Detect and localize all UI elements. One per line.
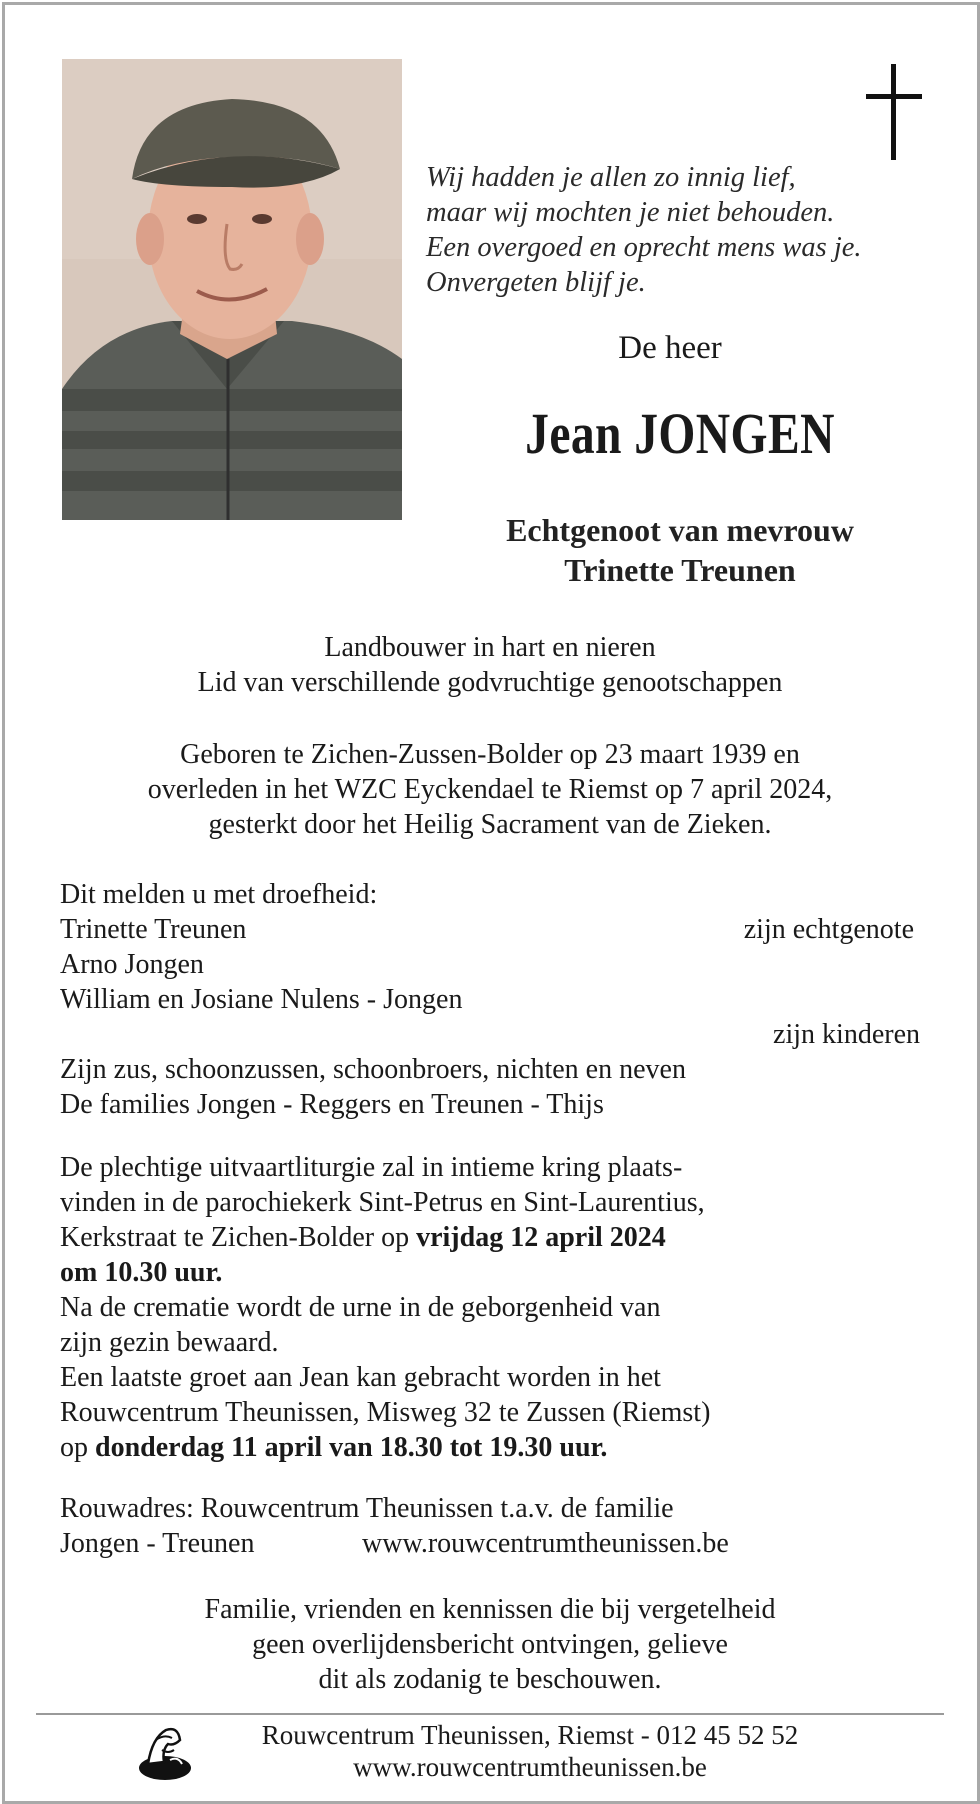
closing-block bbox=[40, 1592, 940, 1697]
mourner-row bbox=[60, 1017, 940, 1052]
ceremony-line: De plechtige uitvaartliturgie zal in intieme kring plaats- bbox=[60, 1152, 683, 1183]
mourner-name: Arno Jongen bbox=[60, 949, 204, 980]
mourners-intro: Dit melden u met droefheid: bbox=[60, 879, 378, 910]
address-website: www.rouwcentrumtheunissen.be bbox=[362, 1528, 729, 1559]
ceremony-line bbox=[60, 1220, 940, 1255]
logo-icon bbox=[134, 1720, 196, 1784]
mourners-block bbox=[60, 877, 940, 1122]
ceremony-line: Rouwcentrum Theunissen, Misweg 32 te Zussen (Riemst) bbox=[60, 1397, 711, 1428]
ceremony-line bbox=[60, 1430, 940, 1465]
address-block bbox=[60, 1491, 940, 1561]
spouse-line: Echtgenoot van mevrouw bbox=[506, 512, 854, 548]
ceremony-line: vinden in de parochiekerk Sint-Petrus en Sint-Laurentius, bbox=[60, 1187, 705, 1218]
spouse-block bbox=[420, 510, 940, 590]
occupation-block bbox=[40, 630, 940, 700]
closing-line: Familie, vrienden en kennissen die bij vergetelheid bbox=[204, 1594, 776, 1625]
birth-line: Geboren te Zichen-Zussen-Bolder op 23 maart 1939 en bbox=[180, 739, 800, 770]
death-line: overleden in het WZC Eyckendael te Riemst op 7 april 2024, bbox=[147, 774, 833, 805]
address-family: Jongen - Treunen bbox=[60, 1528, 255, 1559]
ceremony-date: vrijdag 12 april 2024 bbox=[416, 1222, 666, 1253]
occupation-line: Lid van verschillende godvruchtige genootschappen bbox=[197, 667, 783, 698]
ceremony-text: op bbox=[60, 1432, 88, 1463]
footer-divider bbox=[36, 1713, 944, 1715]
closing-line: geen overlijdensbericht ontvingen, gelieve bbox=[252, 1629, 728, 1660]
poem-line: maar wij mochten je niet behouden. bbox=[426, 197, 835, 228]
mourner-name: William en Josiane Nulens - Jongen bbox=[60, 984, 463, 1015]
footer bbox=[200, 1719, 860, 1783]
mourner-siblings: Zijn zus, schoonzussen, schoonbroers, nichten en neven bbox=[60, 1054, 686, 1085]
memorial-poem bbox=[426, 160, 946, 300]
spouse-name: Trinette Treunen bbox=[564, 552, 796, 588]
ceremony-time: om 10.30 uur. bbox=[60, 1257, 223, 1288]
mourner-name: Trinette Treunen bbox=[60, 914, 247, 945]
occupation-line: Landbouwer in hart en nieren bbox=[324, 632, 656, 663]
portrait-illustration bbox=[62, 59, 402, 520]
visitation-time: donderdag 11 april van 18.30 tot 19.30 uur. bbox=[95, 1432, 608, 1463]
closing-line: dit als zodanig te beschouwen. bbox=[318, 1664, 662, 1695]
funeral-home-logo bbox=[134, 1720, 196, 1784]
ceremony-line: Een laatste groet aan Jean kan gebracht worden in het bbox=[60, 1362, 661, 1393]
footer-contact: Rouwcentrum Theunissen, Riemst - 012 45 52 52 bbox=[261, 1720, 799, 1750]
address-line: Rouwadres: Rouwcentrum Theunissen t.a.v. de familie bbox=[60, 1493, 674, 1524]
poem-line: Onvergeten blijf je. bbox=[426, 267, 646, 298]
poem-line: Een overgoed en oprecht mens was je. bbox=[426, 232, 862, 263]
honorific: De heer bbox=[618, 330, 722, 366]
poem-line: Wij hadden je allen zo innig lief, bbox=[426, 162, 796, 193]
ceremony-text: Kerkstraat te Zichen-Bolder op bbox=[60, 1222, 410, 1253]
mourner-row bbox=[60, 912, 940, 947]
birth-death-block bbox=[40, 737, 940, 842]
mourner-role: zijn echtgenote bbox=[743, 914, 914, 945]
mourner-families: De families Jongen - Reggers en Treunen - Thijs bbox=[60, 1089, 604, 1120]
address-line bbox=[60, 1526, 940, 1561]
ceremony-line bbox=[60, 1255, 940, 1290]
footer-website: www.rouwcentrumtheunissen.be bbox=[353, 1752, 707, 1782]
ceremony-block bbox=[60, 1150, 940, 1465]
ceremony-line: zijn gezin bewaard. bbox=[60, 1327, 279, 1358]
cross-icon bbox=[866, 64, 922, 160]
ceremony-line: Na de crematie wordt de urne in de geborgenheid van bbox=[60, 1292, 661, 1323]
mourner-role: zijn kinderen bbox=[773, 1019, 920, 1050]
portrait-photo bbox=[62, 59, 402, 520]
sacrament-line: gesterkt door het Heilig Sacrament van de Zieken. bbox=[208, 809, 772, 840]
deceased-name: Jean JONGEN bbox=[525, 401, 835, 466]
